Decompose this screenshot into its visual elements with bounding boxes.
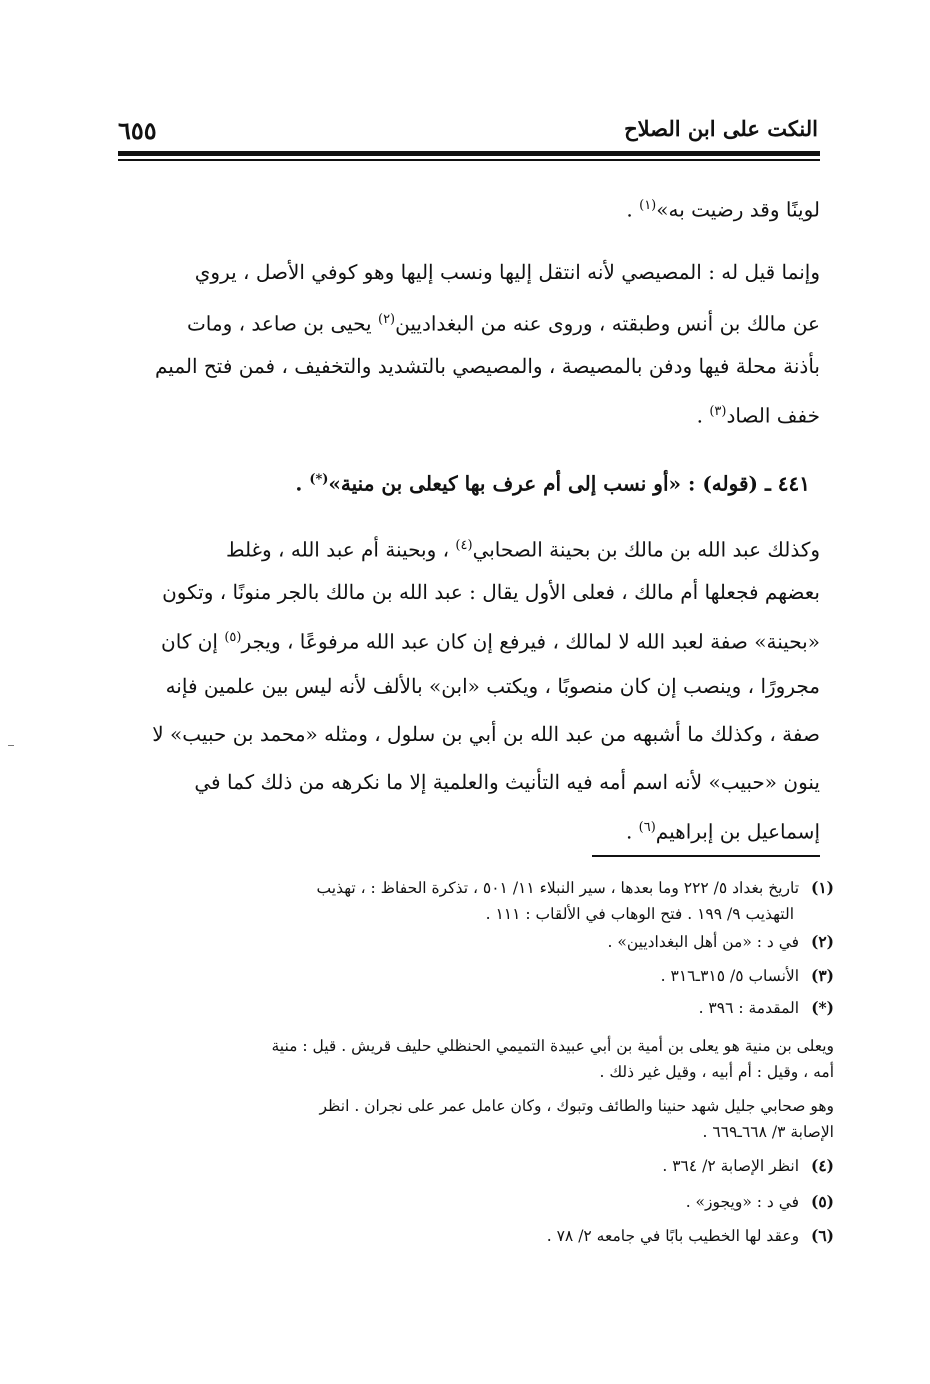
footnote-paragraph-line: وهو صحابي جليل شهد حنينا والطائف وتبوك ، وكان عامل عمر على نجران . انظر (319, 1097, 834, 1115)
text-line: إسماعيل بن إبراهيم$^{(٦)}$ . (625, 819, 820, 844)
text-line: مجرورًا ، وينصب إن كان منصوبًا ، ويكتب «ابن» بالألف لأنه ليس بين علمين فإنه (165, 674, 820, 698)
footnote-ref[interactable]: (٦) (638, 820, 656, 835)
section-number: ٤٤١ ـ (764, 471, 810, 496)
text-line: وكذلك عبد الله بن مالك بن بحينة الصحابي$^{(٤)}$ ، وبحينة أم عبد الله ، وغلط (225, 537, 820, 562)
footnote-ref[interactable]: (٥) (224, 630, 242, 645)
book-title: النكت على ابن الصلاح (624, 116, 818, 141)
page-number: ٦٥٥ (118, 116, 157, 145)
header-rule-thin (118, 159, 820, 161)
footnote-number: (٥) (810, 1192, 834, 1211)
margin-mark (8, 745, 14, 746)
text-line: لوينًا وقد رضيت به»$^{(١)}$ . (626, 197, 820, 222)
footnote-paragraph-line: أمه ، وقيل : أم أبيه ، وقيل غير ذلك . (599, 1063, 834, 1081)
footnote-number: (*) (811, 998, 834, 1017)
running-header (118, 112, 818, 146)
footnote-continuation: التهذيب ٩/ ١٩٩ . فتح الوهاب في الألقاب : ١١١ . (485, 905, 794, 923)
footnote-paragraph-line: الإصابة ٣/ ٦٦٨ـ٦٦٩ . (702, 1123, 834, 1141)
section-heading: ٤٤١ ـ (قوله) : «أو نسب إلى أم عرف بها كيعلى بن منية»(*) . (295, 471, 810, 496)
text-line: وإنما قيل له : المصيصي لأنه انتقل إليها ونسب إليها وهو كوفي الأصل ، يروي (194, 260, 820, 284)
footnote-number: (٣) (810, 966, 834, 985)
footnote-ref[interactable]: (*) (309, 472, 329, 487)
footnote-separator (592, 855, 820, 857)
header-rule-thick (118, 151, 820, 156)
text-line: خفف الصاد$^{(٣)}$ . (696, 403, 820, 428)
footnote-item: (١) تاريخ بغداد ٥/ ٢٢٢ وما بعدها ، سير النبلاء ١١/ ٥٠١ ، تذكرة الحفاظ : ، تهذيب (118, 876, 834, 900)
footnote-item: (*) المقدمة : ٣٩٦ . (118, 996, 834, 1020)
footnote-ref[interactable]: (٢) (377, 312, 396, 327)
text-line: صفة ، وكذلك ما أشبهه من عبد الله بن أبي بن سلول ، ومثله «محمد بن حبيب» لا (152, 722, 820, 746)
text-line: ينون «حبيب» لأنه اسم أمه فيه التأنيث والعلمية إلا ما نكرهه من ذلك كما في (194, 770, 820, 794)
footnote-item: (٥) في د : «ويجوز» . (118, 1190, 834, 1214)
footnote-item: (٦) وعقد لها الخطيب بابًا في جامعه ٢/ ٧٨ . (118, 1224, 834, 1248)
text-line: بأذنة محلة فيها ودفن بالمصيصة ، والمصيصي بالتشديد والتخفيف ، فمن فتح الميم (154, 354, 820, 378)
footnote-item: (٣) الأنساب ٥/ ٣١٥ـ٣١٦ . (118, 964, 834, 988)
section-label: (قوله) : «أو نسب إلى أم عرف بها كيعلى بن منية» (328, 471, 758, 496)
footnote-number: (٢) (810, 932, 834, 951)
footnote-item: (٢) في د : «من أهل البغداديين» . (118, 930, 834, 954)
footnote-number: (٤) (810, 1156, 834, 1175)
footnote-ref[interactable]: (١) (639, 198, 657, 213)
footnote-number: (١) (810, 878, 834, 897)
footnote-ref[interactable]: (٣) (709, 404, 727, 419)
text-line: «بحينة» صفة لعبد الله لا لمالك ، فيرفع إن كان عبد الله مرفوعًا ، ويجر$^{(٥)}$ إن كان (161, 629, 820, 654)
footnote-paragraph-line: ويعلى بن منية هو يعلى بن أمية بن أبي عبيدة التميمي الحنظلي حليف قريش . قيل : منية (271, 1037, 834, 1055)
footnote-ref[interactable]: (٤) (455, 538, 473, 553)
text-line: بعضهم فجعلها أم مالك ، فعلى الأول يقال : عبد الله بن مالك بالجر منونًا ، وتكون (162, 580, 820, 604)
footnote-item: (٤) انظر الإصابة ٢/ ٣٦٤ . (118, 1154, 834, 1178)
text-line: عن مالك بن أنس وطبقته ، وروى عنه من البغداديين$^{(٢)}$ يحيى بن صاعد ، ومات (186, 311, 820, 336)
footnote-number: (٦) (810, 1226, 834, 1245)
